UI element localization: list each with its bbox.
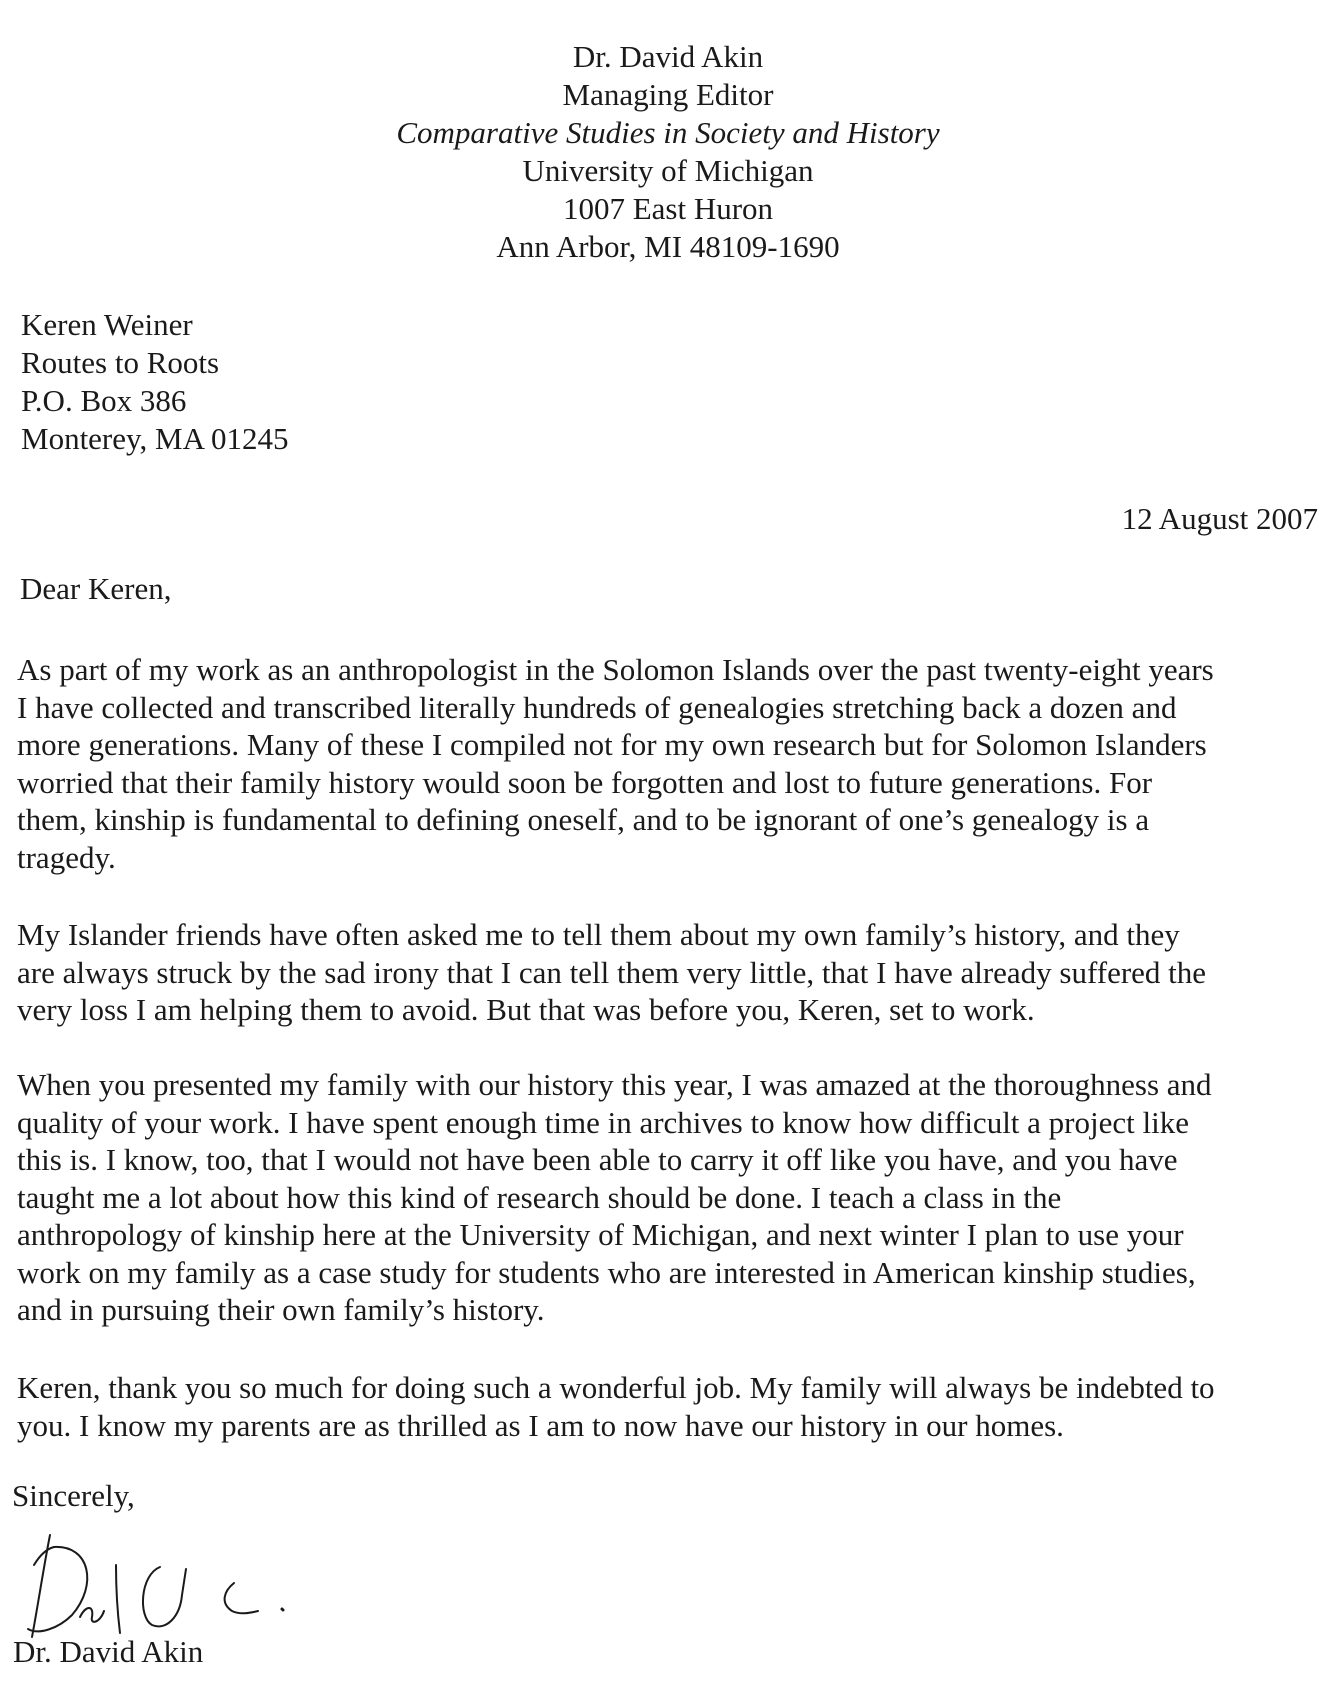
recipient-name: Keren Weiner — [21, 307, 193, 342]
text-line: very loss I am helping them to avoid. But that was before you, Keren, set to work. — [17, 992, 1035, 1027]
city-address: Ann Arbor, MI 48109-1690 — [496, 229, 840, 264]
text-line: you. I know my parents are as thrilled as I am to now have our history in our homes. — [17, 1407, 1064, 1443]
text-line: As part of my work as an anthropologist in the Solomon Islands over the past twenty-eight years — [17, 652, 1214, 687]
text-line: work on my family as a case study for students who are interested in American kinship studies, — [17, 1254, 1196, 1290]
text-line: and in pursuing their own family’s history. — [17, 1292, 545, 1327]
text-line: anthropology of kinship here at the University of Michigan, and next winter I plan to use your — [17, 1217, 1184, 1252]
text-line: I have collected and transcribed literally hundreds of genealogies stretching back a dozen and — [17, 689, 1177, 725]
text-line: worried that their family history would soon be forgotten and lost to future generations. For — [17, 764, 1153, 800]
closing: Sincerely, — [12, 1478, 135, 1513]
institution: University of Michigan — [522, 153, 814, 188]
text-line: quality of your work. I have spent enough time in archives to know how difficult a project like — [17, 1104, 1189, 1140]
journal-name: Comparative Studies in Society and History — [396, 115, 940, 150]
recipient-company: Routes to Roots — [21, 345, 220, 380]
sender-name: Dr. David Akin — [572, 39, 764, 74]
text-line: more generations. Many of these I compiled not for my own research but for Solomon Islanders — [17, 727, 1207, 762]
paragraph-2 — [17, 916, 1317, 1029]
handwritten-signature — [20, 1525, 320, 1645]
text-line: Keren, thank you so much for doing such a wonderful job. My family will always be indebted to — [17, 1370, 1215, 1405]
paragraph-1 — [17, 651, 1317, 876]
text-line: When you presented my family with our history this year, I was amazed at the thoroughness and — [17, 1067, 1212, 1102]
signer-name: Dr. David Akin — [13, 1634, 204, 1669]
recipient-address — [21, 306, 289, 458]
text-line: are always struck by the sad irony that I can tell them very little, that I have already suffered the — [17, 954, 1207, 990]
letterhead — [0, 38, 1336, 266]
paragraph-4 — [17, 1369, 1317, 1444]
text-line: them, kinship is fundamental to defining oneself, and to be ignorant of one’s genealogy is a — [17, 802, 1150, 837]
recipient-po-box: P.O. Box 386 — [21, 383, 187, 418]
sender-title: Managing Editor — [562, 77, 774, 112]
letter-date: 12 August 2007 — [1121, 501, 1318, 536]
text-line: taught me a lot about how this kind of research should be done. I teach a class in the — [17, 1179, 1062, 1215]
text-line: My Islander friends have often asked me to tell them about my own family’s history, and they — [17, 917, 1180, 952]
text-line: this is. I know, too, that I would not have been able to carry it off like you have, and you have — [17, 1142, 1178, 1177]
salutation: Dear Keren, — [20, 571, 172, 606]
recipient-city: Monterey, MA 01245 — [21, 421, 289, 456]
paragraph-3 — [17, 1066, 1317, 1329]
street-address: 1007 East Huron — [562, 191, 774, 226]
text-line: tragedy. — [17, 839, 116, 875]
